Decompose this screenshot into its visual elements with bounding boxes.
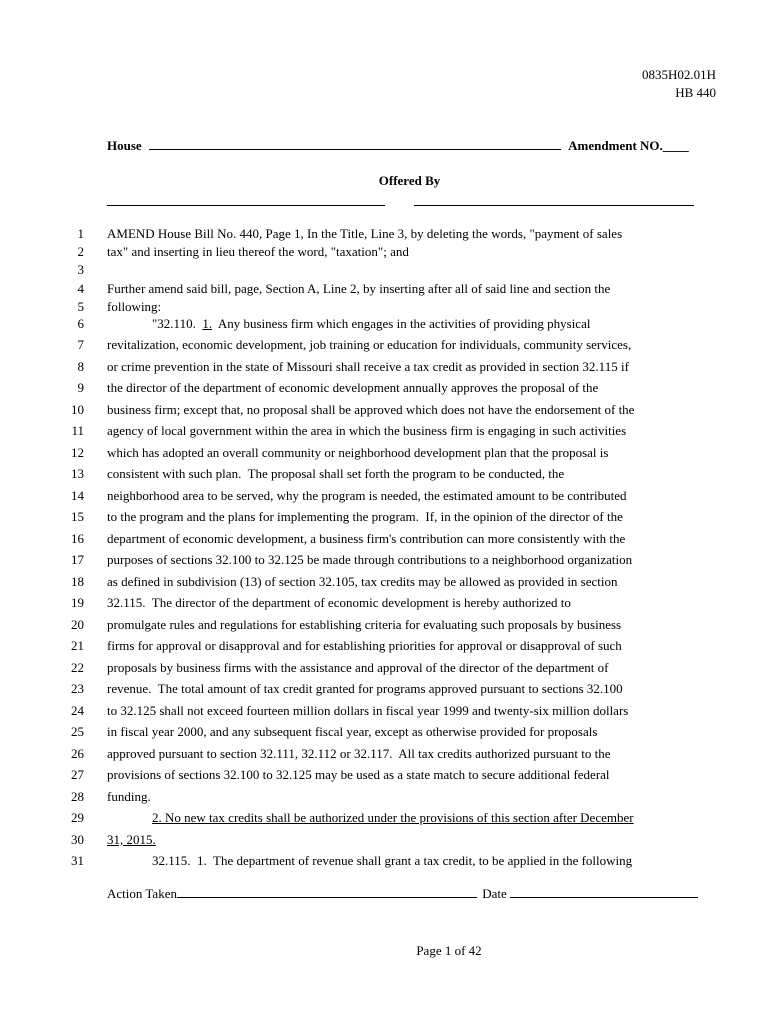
numbered-line [0,789,770,807]
numbered-line [0,423,770,441]
line-number: 4 [77,281,84,296]
house-blank-line [149,137,561,150]
numbered-line [0,746,770,764]
line-number: 25 [71,724,84,739]
numbered-line [0,359,770,377]
offered-by-signature-line-right [414,205,694,206]
text-run: proposals by business firms with the assistance and approval of the director of the department of [107,660,609,675]
numbered-line [0,380,770,398]
text-run: purposes of sections 32.100 to 32.125 be made through contributions to a neighborhood organization [107,552,633,567]
date-blank [510,885,698,898]
line-text [152,316,590,332]
text-run: approved pursuant to section 32.111, 32.112 or 32.117. All tax credits authorized pursuant to the [107,746,611,761]
numbered-line [0,552,770,570]
text-run: 32.115. 1. The department of revenue shall grant a tax credit, to be applied in the following [152,853,633,868]
text-run: to 32.125 shall not exceed fourteen million dollars in fiscal year 1999 and twenty-six million dollars [107,703,629,718]
line-number: 12 [71,445,84,460]
page-footer: Page 1 of 42 [416,943,482,958]
line-text [107,531,625,547]
line-text [107,552,632,568]
action-taken-label: Action Taken [107,886,177,901]
line-number: 23 [71,681,84,696]
text-run: business firm; except that, no proposal shall be approved which does not have the endorsement of the [107,402,635,417]
action-taken-blank [177,885,477,898]
line-text [152,810,634,826]
underlined-text: 31, 2015. [107,832,156,847]
line-text [107,226,622,242]
line-number: 26 [71,746,84,761]
numbered-line [0,595,770,613]
text-run: as defined in subdivision (13) of section 32.105, tax credits may be allowed as provided in section [107,574,618,589]
line-text [107,767,610,783]
numbered-line [0,832,770,850]
house-amendment-line [107,137,712,154]
numbered-line [0,531,770,549]
line-number: 18 [71,574,84,589]
numbered-line [0,299,770,317]
line-number: 6 [77,316,84,331]
line-text [107,281,610,297]
date-label: Date [482,886,507,901]
line-text [107,337,631,353]
line-number: 5 [77,299,84,314]
line-number: 13 [71,466,84,481]
line-text [107,832,156,848]
numbered-line [0,316,770,334]
line-text [107,244,409,260]
text-run: in fiscal year 2000, and any subsequent fiscal year, except as otherwise provided for proposals [107,724,598,739]
bill-number: HB 440 [675,85,716,100]
numbered-line [0,466,770,484]
numbered-line [0,810,770,828]
text-run: revitalization, economic development, job training or education for individuals, community services, [107,337,632,352]
text-run: Any business firm which engages in the activities of providing physical [212,316,591,331]
line-number: 30 [71,832,84,847]
line-text [107,299,161,315]
text-run: or crime prevention in the state of Missouri shall receive a tax credit as provided in section 32.115 if [107,359,629,374]
numbered-line [0,853,770,871]
text-run: 32.115. The director of the department of economic development is hereby authorized to [107,595,571,610]
line-text [107,746,611,762]
text-run: revenue. The total amount of tax credit granted for programs approved pursuant to sections 32.100 [107,681,623,696]
underlined-text: 2. No new tax credits shall be authorized under the provisions of this section after December [152,810,634,825]
line-number: 9 [77,380,84,395]
line-number: 8 [77,359,84,374]
document-header [642,66,716,102]
line-number: 15 [71,509,84,524]
numbered-line [0,281,770,299]
line-text [107,660,608,676]
line-number: 16 [71,531,84,546]
text-run: neighborhood area to be served, why the program is needed, the estimated amount to be contributed [107,488,627,503]
numbered-line [0,226,770,244]
offered-by-signature-line-left [107,205,385,206]
text-run: the director of the department of economic development annually approves the proposal of the [107,380,599,395]
numbered-line [0,402,770,420]
text-run: funding. [107,789,151,804]
numbered-line [0,617,770,635]
line-number: 24 [71,703,84,718]
line-text [107,445,608,461]
numbered-line [0,244,770,262]
document-code: 0835H02.01H [641,67,716,82]
line-text [152,853,632,869]
line-number: 10 [71,402,84,417]
line-number: 17 [71,552,84,567]
line-text [107,703,628,719]
line-number: 27 [71,767,84,782]
numbered-line [0,509,770,527]
line-number: 31 [71,853,84,868]
line-text [107,724,597,740]
line-number: 2 [77,244,84,259]
text-run: tax" and inserting in lieu thereof the word, "taxation"; and [107,244,409,259]
line-number: 1 [77,226,84,241]
underlined-text: 1. [202,316,213,331]
line-number: 3 [77,262,84,277]
line-number: 22 [71,660,84,675]
amendment-label: Amendment NO. [568,138,663,153]
numbered-line [0,638,770,656]
line-text [107,789,151,805]
amendment-number-blank: ____ [662,138,689,153]
line-text [107,402,634,418]
line-text [107,359,629,375]
house-label: House [107,138,142,153]
numbered-line [0,574,770,592]
line-number: 20 [71,617,84,632]
numbered-line [0,337,770,355]
line-number: 28 [71,789,84,804]
text-run: following: [107,299,162,314]
text-run: firms for approval or disapproval and for establishing priorities for approval or disapproval of such [107,638,622,653]
line-number: 19 [71,595,84,610]
text-run: Further amend said bill, page, Section A, Line 2, by inserting after all of said line and section the [107,281,611,296]
line-text [107,466,564,482]
action-taken-line [107,885,717,902]
numbered-line [0,262,770,280]
line-text [107,681,623,697]
line-text [107,574,618,590]
line-text [107,617,621,633]
line-number: 14 [71,488,84,503]
line-number: 11 [71,423,84,438]
line-number: 7 [77,337,84,352]
numbered-line [0,767,770,785]
text-run: to the program and the plans for implementing the program. If, in the opinion of the director of the [107,509,623,524]
text-run: department of economic development, a business firm's contribution can more consistently with the [107,531,626,546]
line-text [107,638,622,654]
line-text [107,509,623,525]
line-number: 21 [71,638,84,653]
line-text [107,423,626,439]
numbered-line [0,488,770,506]
line-text [107,595,571,611]
numbered-line [0,660,770,678]
numbered-line [0,703,770,721]
text-run: provisions of sections 32.100 to 32.125 may be used as a state match to secure additional federal [107,767,610,782]
text-run: promulgate rules and regulations for establishing criteria for evaluating such proposals by business [107,617,622,632]
numbered-line [0,445,770,463]
text-run: agency of local government within the area in which the business firm is engaging in such activities [107,423,627,438]
text-run: AMEND House Bill No. 440, Page 1, In the Title, Line 3, by deleting the words, "payment of sales [107,226,623,241]
line-number: 29 [71,810,84,825]
line-text [107,380,598,396]
offered-by-label: Offered By [378,173,441,188]
section-number: "32.110. [152,316,203,331]
numbered-line [0,724,770,742]
line-text [107,488,626,504]
text-run: which has adopted an overall community or neighborhood development plan that the proposal is [107,445,609,460]
text-run: consistent with such plan. The proposal shall set forth the program to be conducted, the [107,466,565,481]
numbered-line [0,681,770,699]
